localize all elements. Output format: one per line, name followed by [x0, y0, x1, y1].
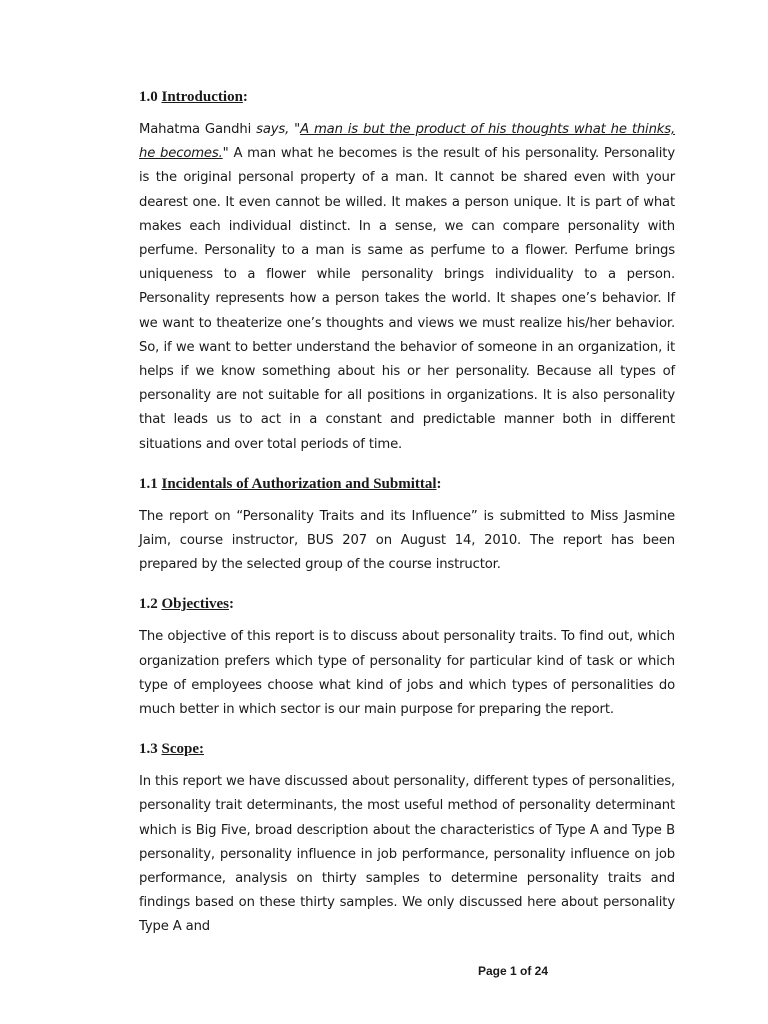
quote-says: says,	[256, 122, 290, 137]
heading-objectives	[139, 593, 675, 615]
paragraph-scope: In this report we have discussed about personality, different types of personalities, personality trait determinants, the most useful method of personality determinant which is Big Five, broad description about the characteristics of Type A and Type B personality, personality influence in job performance, personality influence on job performance, analysis on thirty samples to determine personality traits and findings based on these thirty samples. We only discussed here about personality Type A and	[139, 774, 675, 935]
heading-title: Incidentals of Authorization and Submittal	[161, 475, 437, 492]
heading-number: 1.2	[139, 596, 158, 613]
heading-suffix: :	[436, 475, 442, 492]
heading-title: Scope:	[161, 741, 204, 758]
heading-number: 1.1	[139, 475, 158, 492]
heading-number: 1.0	[139, 89, 158, 105]
heading-scope	[139, 738, 675, 760]
document-content	[139, 86, 675, 940]
quote-open: "	[294, 122, 301, 137]
heading-authorization	[139, 473, 675, 495]
quote-close: "	[222, 146, 229, 162]
paragraph-objectives: The objective of this report is to discuss about personality traits. To find out, which organization prefers which type of personality for particular kind of task or which type of employees choose what kind of jobs and which types of personalities do much better in which sector is our main purpose for preparing the report.	[139, 629, 675, 718]
heading-suffix: :	[228, 596, 234, 613]
heading-suffix: :	[242, 89, 248, 105]
quote-author: Mahatma Gandhi	[139, 122, 252, 137]
paragraph-introduction	[139, 118, 675, 457]
quote-text: A man is but the product of his thoughts what he thinks, he becomes.	[139, 122, 676, 162]
heading-title: Objectives	[161, 596, 229, 613]
heading-title: Introduction	[161, 89, 243, 105]
heading-number: 1.3	[139, 741, 158, 758]
heading-introduction	[139, 86, 675, 108]
paragraph-authorization: The report on “Personality Traits and its Influence” is submitted to Miss Jasmine Jaim, course instructor, BUS 207 on August 14, 2010. The report has been prepared by the selected group of the course instructor.	[139, 508, 675, 573]
introduction-body: A man what he becomes is the result of his personality. Personality is the original personal property of a man. It cannot be shared even with your dearest one. It even cannot be willed. It makes a person unique. It is part of what makes each individual distinct. In a sense, we can compare personality with perfume. Personality to a man is same as perfume to a flower. Perfume brings uniqueness to a flower while personality brings individuality to a person. Personality represents how a person takes the world. It shapes one’s behavior. If we want to theaterize one’s thoughts and views we must realize his/her behavior. So, if we want to better understand the behavior of someone in an organization, it helps if we know something about his or her personality. Because all types of personality are not suitable for all positions in organizations. It is also personality that leads us to act in a constant and predictable manner both in different situations and over total periods of time.	[139, 146, 675, 452]
page-number: Page 1 of 24	[478, 964, 549, 978]
